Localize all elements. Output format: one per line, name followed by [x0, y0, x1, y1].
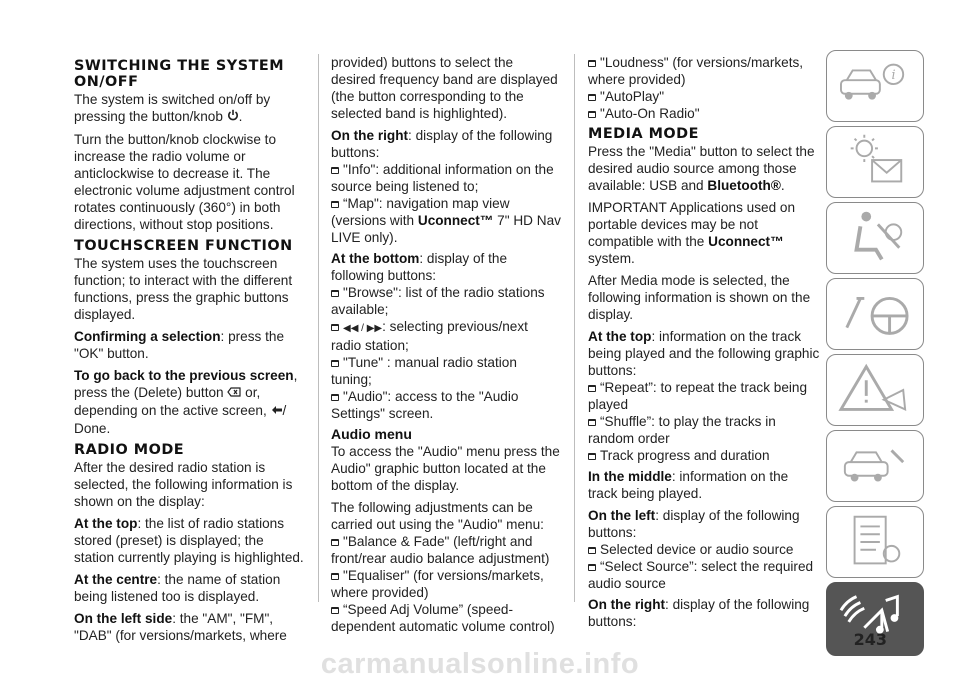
tab-emergency[interactable]	[826, 354, 924, 426]
bullet-icon	[588, 94, 596, 101]
heading-switching: SWITCHING THE SYSTEM ON/OFF	[74, 58, 285, 90]
bullet-icon	[588, 385, 596, 392]
heading-radio-mode: RADIO MODE	[74, 442, 185, 458]
list-item: "Info": additional information on the source being listened to;	[331, 162, 554, 194]
bullet-icon	[588, 60, 596, 67]
paragraph: Turn the button/knob clockwise to increase the radio volume or anticlockwise to decrease it. The electronic volume adjustment control rotates continuously (360°) in both directions, without stop positions.	[74, 132, 295, 232]
list-item: ◀◀ / ▶▶: selecting previous/next radio station;	[331, 319, 528, 353]
tab-maintenance[interactable]	[826, 430, 924, 502]
bullet-icon	[331, 394, 339, 401]
power-knob-icon	[227, 109, 239, 126]
paragraph: The system uses the touchscreen function; to interact with the different functions, press the graphic buttons displayed.	[74, 256, 293, 322]
list-item: “Speed Adj Volume” (speed-dependent automatic volume control)	[331, 602, 555, 634]
paragraph: At the top: the list of radio stations stored (preset) is displayed; the station currently playing is highlighted.	[74, 516, 304, 565]
list-item: “Select Source”: select the required audio source	[588, 559, 814, 591]
paragraph: Confirming a selection: press the "OK" button.	[74, 329, 284, 361]
car-maintenance-icon	[827, 431, 923, 501]
list-item: "Tune" : manual radio station tuning;	[331, 355, 517, 387]
heading-touchscreen: TOUCHSCREEN FUNCTION	[74, 238, 293, 254]
paragraph: On the right: display of the following buttons:	[331, 128, 553, 160]
watermark: carmanualsonline.info	[320, 648, 640, 680]
steering-wheel-icon	[827, 279, 923, 349]
bullet-icon	[331, 607, 339, 614]
paragraph: On the left: display of the following buttons:	[588, 508, 800, 540]
bullet-icon	[588, 419, 596, 426]
list-item: “Shuffle”: to play the tracks in random order	[588, 414, 776, 446]
paragraph: To access the "Audio" menu press the Audio" graphic button located at the bottom of the display.	[331, 444, 560, 493]
paragraph: The system is switched on/off by pressing the button/knob .	[74, 92, 271, 124]
bullet-icon	[331, 324, 339, 331]
bullet-icon	[588, 564, 596, 571]
paragraph: IMPORTANT Applications used on portable devices may be not compatible with the Uconnect™ system.	[588, 200, 796, 266]
airbag-seat-icon	[827, 203, 923, 273]
paragraph: After Media mode is selected, the following information is shown on the display.	[588, 273, 811, 322]
list-item: "AutoPlay"	[588, 88, 820, 105]
bullet-icon	[588, 453, 596, 460]
paragraph: Press the "Media" button to select the desired audio source among those available: USB and Bluetooth®.	[588, 144, 815, 193]
paragraph: To go back to the previous screen, press the (Delete) button or, depending on the active screen, / Done.	[74, 368, 298, 436]
column-divider	[574, 54, 575, 602]
paragraph: After the desired radio station is selected, the following information is shown on the display:	[74, 460, 293, 509]
bullet-icon	[331, 573, 339, 580]
column-1	[74, 54, 306, 649]
bullet-icon	[331, 360, 339, 367]
bullet-icon	[331, 201, 339, 208]
paragraph: The following adjustments can be carried out using the "Audio" menu:	[331, 500, 544, 532]
column-3	[588, 54, 820, 635]
tab-technical-data[interactable]	[826, 506, 924, 578]
specs-list-icon	[827, 507, 923, 577]
delete-icon	[227, 385, 241, 402]
svg-text:i: i	[891, 67, 896, 83]
bullet-icon	[588, 111, 596, 118]
bullet-icon	[331, 539, 339, 546]
heading-audio-menu: Audio menu	[331, 426, 412, 442]
list-item: "Auto-On Radio"	[588, 105, 820, 122]
tab-safety[interactable]	[826, 202, 924, 274]
list-item: "Balance & Fade" (left/right and front/rear audio balance adjustment)	[331, 534, 550, 566]
warning-lights-icon	[827, 127, 923, 197]
heading-media-mode: MEDIA MODE	[588, 126, 699, 142]
tab-car-info[interactable]	[826, 50, 924, 122]
bullet-icon	[331, 290, 339, 297]
paragraph: At the top: information on the track being played and the following graphic buttons:	[588, 329, 820, 378]
list-item: "Equaliser" (for versions/markets, where provided)	[331, 568, 544, 600]
paragraph: On the right: display of the following buttons:	[588, 597, 810, 629]
list-item: "Audio": access to the "Audio Settings" screen.	[331, 389, 519, 421]
prev-next-icon: ◀◀ / ▶▶	[343, 323, 383, 334]
bullet-icon	[331, 167, 339, 174]
bullet-icon	[588, 547, 596, 554]
paragraph: provided) buttons to select the desired frequency band are displayed (the button corresponding to the selected band is highlighted).	[331, 55, 558, 121]
list-item: “Repeat”: to repeat the track being played	[588, 380, 808, 412]
column-divider	[318, 54, 319, 602]
list-item: "Loudness" (for versions/markets, where provided)	[588, 55, 804, 87]
list-item: Selected device or audio source	[588, 541, 820, 558]
column-2	[331, 54, 561, 635]
car-info-icon	[827, 51, 923, 121]
emergency-triangle-icon	[827, 355, 923, 425]
list-item: "Browse": list of the radio stations available;	[331, 285, 545, 317]
tab-starting-driving[interactable]	[826, 278, 924, 350]
paragraph: At the bottom: display of the following buttons:	[331, 251, 507, 283]
list-item: Track progress and duration	[588, 447, 820, 464]
page-number: 243	[853, 630, 887, 649]
paragraph: At the centre: the name of station being listened too is displayed.	[74, 572, 281, 604]
paragraph: On the left side: the "AM", "FM", "DAB" (for versions/markets, where	[74, 611, 287, 643]
list-item: “Map": navigation map view (versions with Uconnect™ 7" HD Nav LIVE only).	[331, 196, 561, 245]
back-arrow-icon	[271, 403, 283, 420]
paragraph: In the middle: information on the track being played.	[588, 469, 789, 501]
tab-warning-lights[interactable]	[826, 126, 924, 198]
